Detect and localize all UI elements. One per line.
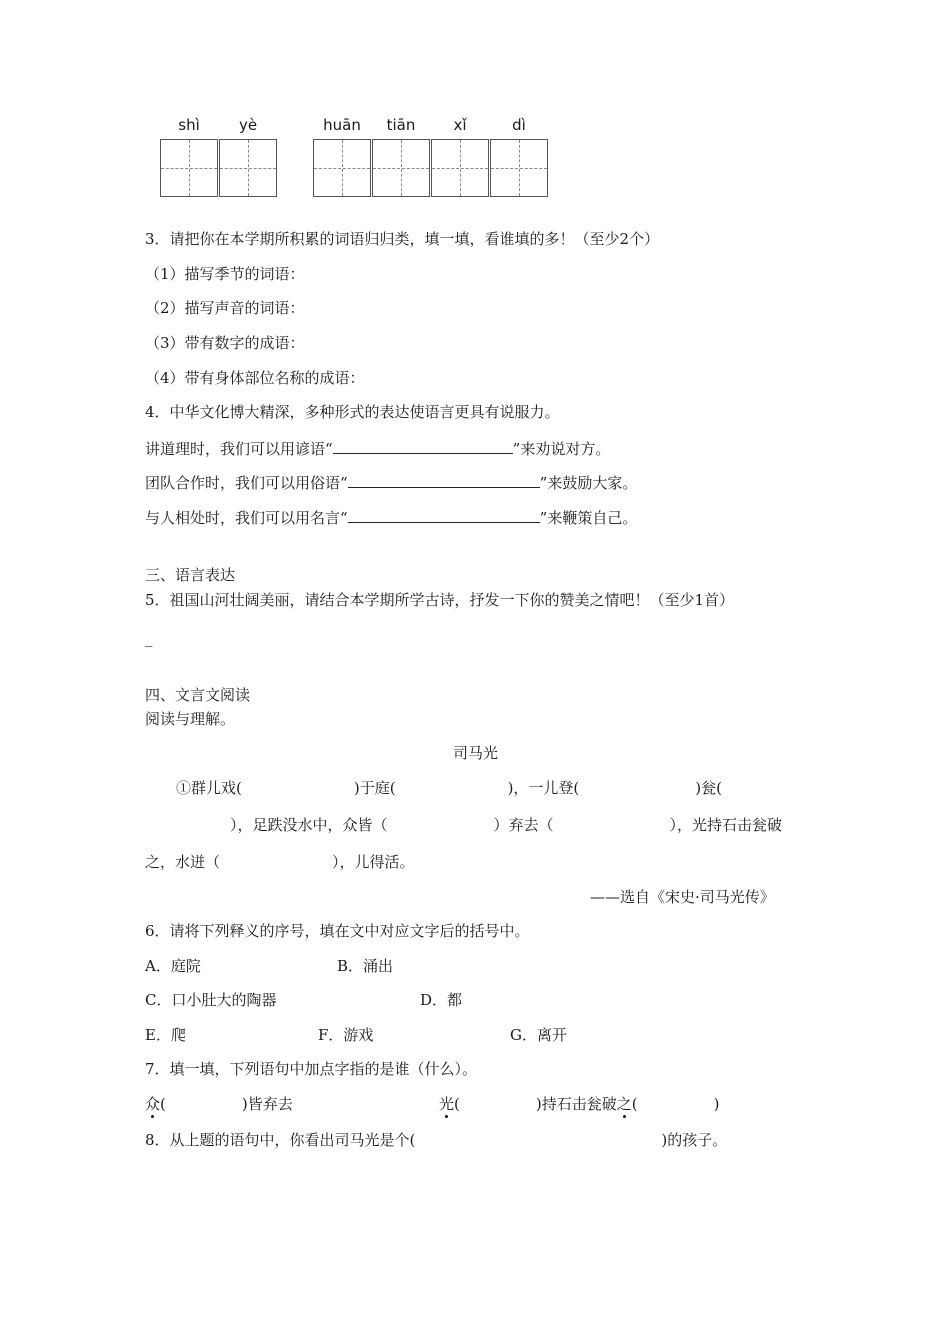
pinyin-label: huān (323, 116, 361, 134)
option-item: G．离开 (510, 1026, 567, 1044)
section-3-heading: 三、语言表达 (145, 566, 236, 584)
question-7-part-b (439, 1094, 719, 1114)
option-item: D．都 (420, 991, 463, 1009)
pinyin-label: yè (238, 116, 258, 134)
question-4-line (145, 437, 610, 459)
answer-blank[interactable] (348, 506, 540, 523)
passage-text: ），光持石击瓮破 (669, 816, 783, 834)
writing-box[interactable] (490, 139, 548, 197)
question-3-item: （1）描写季节的词语： (145, 265, 305, 283)
option-item: A．庭院 (145, 957, 201, 975)
answer-blank[interactable] (348, 471, 540, 488)
question-5-title: 5．祖国山河壮阔美丽，请结合本学期所学古诗，抒发一下你的赞美之情吧！（至少1首） (145, 591, 735, 609)
passage-text: 之，水迸（ (145, 853, 221, 871)
writing-box[interactable] (431, 139, 489, 197)
question-8 (145, 1130, 727, 1150)
pinyin-label: tiān (386, 116, 416, 134)
question-7-title: 7．填一填，下列语句中加点字指的是谁（什么）。 (145, 1060, 478, 1078)
passage-source: ——选自《宋史·司马光传》 (590, 888, 775, 906)
passage-text: ），足跌没水中，众皆（ (230, 816, 388, 834)
line-text: 与人相处时，我们可以用名言“ (145, 509, 348, 527)
question-3-item: （2）描写声音的词语： (145, 299, 305, 317)
line-text: )持石击瓮破 (535, 1095, 617, 1113)
pinyin-label: xǐ (453, 116, 467, 134)
bracket: ( (160, 1095, 166, 1113)
line-text: 团队合作时，我们可以用俗语“ (145, 474, 348, 492)
question-3-title: 3．请把你在本学期所积累的词语归归类，填一填，看谁填的多！（至少2个） (145, 230, 660, 248)
pinyin-label: dì (512, 116, 526, 134)
question-6-title: 6．请将下列释义的序号，填在文中对应文字后的括号中。 (145, 922, 530, 940)
passage-text: ）弃去（ (493, 816, 554, 834)
line-text: 讲道理时，我们可以用谚语“ (145, 440, 333, 458)
emphasized-char: 之 (616, 1095, 632, 1113)
passage-line-3 (145, 852, 415, 872)
passage-line-1 (176, 778, 722, 798)
answer-line[interactable]: _ (145, 629, 153, 647)
line-text: 8．从上题的语句中，你看出司马光是个( (145, 1131, 416, 1149)
question-3-item: （4）带有身体部位名称的成语： (145, 369, 365, 387)
bracket: ( (631, 1095, 638, 1113)
pinyin-group-1 (160, 116, 278, 200)
bracket: ( (454, 1095, 460, 1113)
writing-box[interactable] (372, 139, 430, 197)
line-text: ”来鼓励大家。 (539, 474, 638, 492)
option-item: C．口小肚大的陶器 (145, 991, 277, 1009)
pinyin-group-2 (313, 116, 549, 200)
question-3-item: （3）带有数字的成语： (145, 334, 305, 352)
reading-intro: 阅读与理解。 (145, 710, 236, 728)
option-item: E．爬 (145, 1026, 186, 1044)
writing-box[interactable] (160, 139, 218, 197)
passage-title: 司马光 (453, 744, 499, 762)
line-text: ”来劝说对方。 (512, 440, 611, 458)
bracket: ) (713, 1095, 720, 1113)
question-4-line (145, 471, 637, 493)
passage-text: ①群儿戏( (176, 779, 242, 797)
line-text: )皆弃去 (241, 1095, 293, 1113)
passage-text: )瓮( (695, 779, 723, 797)
pinyin-label: shì (178, 116, 200, 134)
writing-box[interactable] (313, 139, 371, 197)
passage-text: )于庭( (353, 779, 396, 797)
passage-text: )，一儿登( (507, 779, 580, 797)
line-text: ”来鞭策自己。 (539, 509, 638, 527)
passage-text: ），儿得活。 (332, 853, 415, 871)
writing-box[interactable] (219, 139, 277, 197)
line-text: )的孩子。 (661, 1131, 728, 1149)
answer-blank[interactable] (333, 437, 513, 454)
question-4-line (145, 506, 637, 528)
question-4-title: 4．中华文化博大精深，多种形式的表达使语言更具有说服力。 (145, 403, 560, 421)
section-4-heading: 四、文言文阅读 (145, 686, 251, 704)
emphasized-char: 光 (439, 1095, 455, 1113)
emphasized-char: 众 (145, 1095, 161, 1113)
option-item: B．涌出 (337, 957, 394, 975)
passage-line-2 (230, 815, 782, 835)
option-item: F．游戏 (318, 1026, 374, 1044)
question-7-part-a (145, 1094, 293, 1114)
